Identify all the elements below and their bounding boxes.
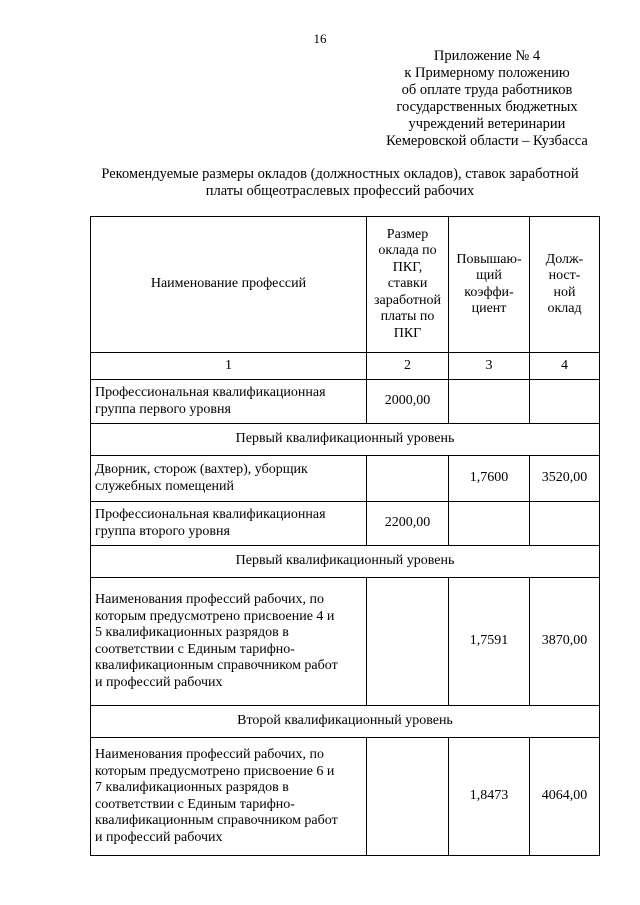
coefficient-cell — [449, 380, 530, 424]
column-number: 3 — [449, 353, 530, 380]
appendix-line: об оплате труда работников — [401, 82, 573, 98]
column-number: 2 — [367, 353, 449, 380]
salary-cell: 2200,00 — [367, 502, 449, 546]
header-coefficient: Повышаю- щий коэффи- циент — [449, 217, 530, 353]
table-row — [91, 456, 600, 502]
table-row — [91, 502, 600, 546]
title-line: Рекомендуемые размеры окладов (должностных окладов), ставок заработной — [101, 166, 579, 182]
column-number-row — [91, 353, 600, 380]
profession-name-cell: Дворник, сторож (вахтер), уборщик служебных помещений — [91, 456, 367, 502]
salary-cell — [367, 738, 449, 856]
qualification-level-label: Первый квалификационный уровень — [91, 546, 600, 578]
profession-name-cell: Профессиональная квалификационная группа второго уровня — [91, 502, 367, 546]
qualification-level-row — [91, 424, 600, 456]
official-salary-cell — [530, 380, 600, 424]
salary-cell — [367, 456, 449, 502]
qualification-level-label: Первый квалификационный уровень — [91, 424, 600, 456]
coefficient-cell: 1,7600 — [449, 456, 530, 502]
official-salary-cell: 3870,00 — [530, 578, 600, 706]
column-number: 4 — [530, 353, 600, 380]
table-row — [91, 578, 600, 706]
salary-table — [90, 216, 600, 856]
profession-name-cell: Наименования профессий рабочих, по которым предусмотрено присвоение 4 и 5 квалификационных разрядов в соответствии с Единым тарифно- квалификационным справочником работ и профессий рабочих — [91, 578, 367, 706]
appendix-line: Приложение № 4 — [433, 48, 541, 64]
table-header-row — [91, 217, 600, 353]
qualification-level-row — [91, 706, 600, 738]
appendix-line: Кемеровской области – Кузбасса — [386, 133, 588, 149]
appendix-line: государственных бюджетных — [396, 99, 578, 115]
title-line: платы общеотраслевых профессий рабочих — [205, 183, 475, 199]
column-number: 1 — [91, 353, 367, 380]
profession-name-cell: Наименования профессий рабочих, по которым предусмотрено присвоение 6 и 7 квалификационных разрядов в соответствии с Единым тарифно- квалификационным справочником работ и профессий рабочих — [91, 738, 367, 856]
header-pkg-salary: Размер оклада по ПКГ, ставки заработной платы по ПКГ — [367, 217, 449, 353]
coefficient-cell: 1,8473 — [449, 738, 530, 856]
table-row — [91, 380, 600, 424]
page-number: 16 — [313, 31, 327, 46]
appendix-line: учреждений ветеринарии — [408, 116, 566, 132]
salary-cell — [367, 578, 449, 706]
official-salary-cell: 4064,00 — [530, 738, 600, 856]
official-salary-cell — [530, 502, 600, 546]
official-salary-cell: 3520,00 — [530, 456, 600, 502]
header-profession-name: Наименование профессий — [91, 217, 367, 353]
salary-cell: 2000,00 — [367, 380, 449, 424]
appendix-line: к Примерному положению — [404, 65, 570, 81]
header-official-salary: Долж- ност- ной оклад — [530, 217, 600, 353]
profession-name-cell: Профессиональная квалификационная группа первого уровня — [91, 380, 367, 424]
qualification-level-label: Второй квалификационный уровень — [91, 706, 600, 738]
document-title — [60, 166, 620, 200]
table-row — [91, 738, 600, 856]
coefficient-cell: 1,7591 — [449, 578, 530, 706]
qualification-level-row — [91, 546, 600, 578]
coefficient-cell — [449, 502, 530, 546]
appendix-header — [372, 48, 602, 150]
